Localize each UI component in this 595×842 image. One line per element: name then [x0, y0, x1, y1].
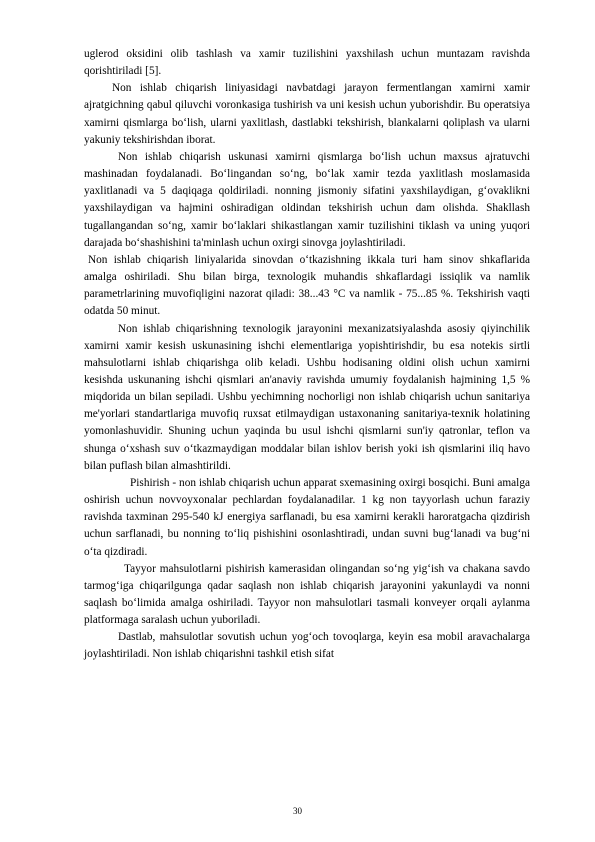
page-number: 30 [293, 806, 302, 816]
body-text [84, 46, 530, 664]
paragraph-1: uglerod oksidini olib tashlash va xamir tuzilishini yaxshilash uchun muntazam ravishda qorishtiriladi [5]. [84, 48, 530, 78]
paragraph-3: Non ishlab chiqarish uskunasi xamirni qismlarga bo‘lish uchun maxsus ajratuvchi mashinadan foydalanadi. Bo‘lingandan so‘ng, bo‘lak xamir tezda yaxlitlash moslamasida yaxlitlanadi va 5 daqiqaga qoldiriladi. nonning jismoniy sifatini yaxshilaydigan, g‘ovaklikni yaxshilaydigan va hajmini oshiradigan oldindan tekshirish uchun dam olishda. Shakllash tugallangandan so‘ng, xamir bo‘laklari shikastlangan xamir tuzilishini tiklash va uning yuqori darajada bo‘shashishini ta'minlash uchun oxirgi sinovga joylashtiriladi. [84, 150, 530, 249]
paragraph-7: Tayyor mahsulotlarni pishirish kamerasidan olingandan so‘ng yig‘ish va chakana savdo tarmog‘iga chiqarilgunga qadar saqlash non ishlab chiqarish jarayonini yakunlaydi va nonni saqlash bo‘limida amalga oshiriladi. Tayyor non mahsulotlari tasmali konveyer orqali aylanma platformaga saralash uchun yuboriladi. [84, 562, 530, 627]
paragraph-5: Non ishlab chiqarishning texnologik jarayonini mexanizatsiyalashda asosiy qiyinchilik xamirni xamir kesish uskunasining ishchi elementlariga yopishtirishdir, bu esa notekis sirtli mahsulotlarni ishlab chiqarishga olib keladi. Ushbu hodisaning oldini olish uchun xamirni kesishda uskunaning ishchi qismlari an'anaviy ravishda umumiy foydalanish hajmining 1,5 % miqdorida un bilan sepiladi. Ushbu yechimning nochorligi non ishlab chiqarish uchun sanitariya me'yorlari standartlariga muvofiq ruxsat etilmaydigan ustaxonaning sanitariya-texnik holatining yomonlashuvidir. Shuning uchun yaqinda bu usul ishchi qismlarni sun'iy qatronlar, teflon va shunga o‘xshash suv o‘tkazmaydigan moddalar bilan ishlov berish yoki ish qismlarini iliq havo bilan puflash bilan almashtirildi. [84, 322, 530, 472]
paragraph-2: Non ishlab chiqarish liniyasidagi navbatdagi jarayon fermentlangan xamirni xamir ajratgichning qabul qiluvchi voronkasiga tushirish va uni kesish uchun yuborishdir. Bu operatsiya xamirni qismlarga bo‘lish, ularni yaxlitlash, dastlabki tekshirish, blankalarni qoliplash va ularni yakuniy tekshirishdan iborat. [84, 82, 530, 146]
paragraph-4: Non ishlab chiqarish liniyalarida sinovdan o‘tkazishning ikkala turi ham sinov shkaflarida amalga oshiriladi. Shu bilan birga, texnologik muhandis shkaflardagi issiqlik va namlik parametrlarining muvofiqligini nazorat qiladi: 38...43 °C va namlik - 75...85 %. Tekshirish vaqti odatda 50 minut. [84, 253, 530, 318]
paragraph-6: Pishirish - non ishlab chiqarish uchun apparat sxemasining oxirgi bosqichi. Buni amalga oshirish uchun novvoyxonalar pechlardan foydalanadilar. 1 kg non tayyorlash uchun faraziy ravishda taxminan 295-540 kJ energiya sarflanadi, bu esa xamirni kerakli haroratgacha qizdirish uchun sarflanadi, bu nonning to‘liq pishishini osonlashtiradi, undan suvni bug‘lanadi va bug‘ni o‘ta qizdiradi. [84, 476, 530, 558]
paragraph-8: Dastlab, mahsulotlar sovutish uchun yog‘och tovoqlarga, keyin esa mobil aravachalarga joylashtiriladi. Non ishlab chiqarishni tashkil etish sifat [84, 631, 530, 661]
